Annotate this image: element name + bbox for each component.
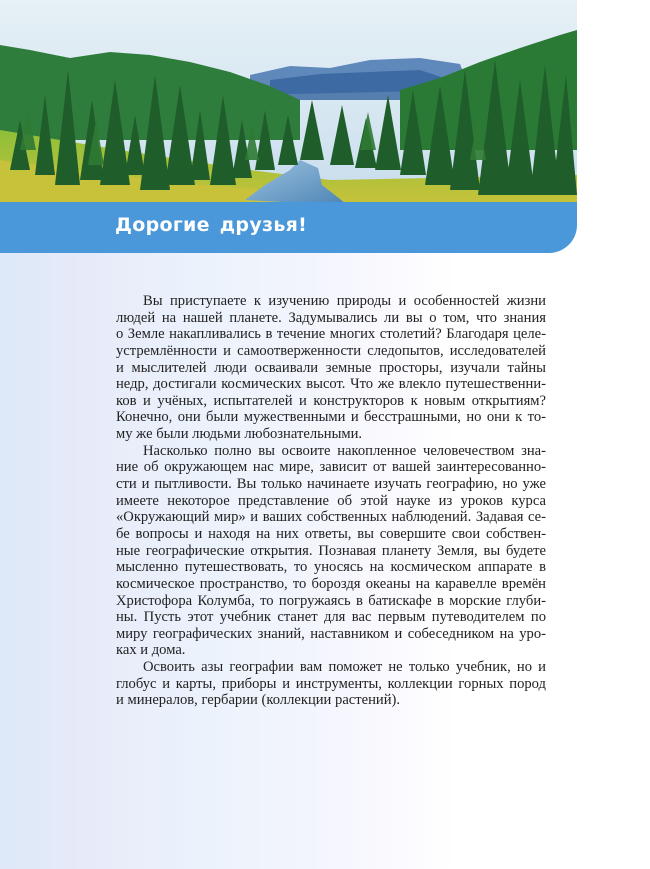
- forest-landscape-image: [0, 0, 577, 203]
- hero-photo: [0, 0, 577, 203]
- paragraph-3: [116, 659, 546, 709]
- text-line: о Земле накапливались в течение многих столетий? Благодаря целе-: [116, 326, 546, 343]
- text-line: мысленно путешествовать, то уносясь на космическом аппарате в: [116, 559, 546, 576]
- text-line: миру географических знаний, наставником и собеседником на уро-: [116, 625, 546, 642]
- text-line: устремлённости и самоотверженности следопытов, исследователей: [116, 342, 546, 359]
- text-line: недр, достигали космических высот. Что же влекло путешественни-: [116, 376, 546, 393]
- text-line: и мыслителей люди осваивали земные просторы, изучали тайны: [116, 359, 546, 376]
- text-line: Насколько полно вы освоите накопленное человечеством зна-: [143, 442, 546, 459]
- paragraph-1: [116, 293, 546, 443]
- text-line: му же были людьми любознательными.: [116, 426, 363, 443]
- text-line: «Окружающий мир» и ваших собственных наблюдений. Задавая се-: [116, 509, 546, 526]
- text-line: глобус и карты, приборы и инструменты, коллекции горных пород: [116, 675, 546, 692]
- text-line: ках и дома.: [116, 642, 186, 659]
- text-line: Освоить азы географии вам поможет не только учебник, но и: [143, 659, 546, 676]
- text-line: ны. Пусть этот учебник станет для вас первым путеводителем по: [116, 609, 546, 626]
- text-line: людей на нашей планете. Задумывались ли вы о том, что знания: [116, 309, 546, 326]
- text-line: ние об окружающем нас мире, зависит от вашей заинтересованно-: [116, 459, 546, 476]
- text-line: имеете некоторое представление об этой науке из уроков курса: [116, 492, 546, 509]
- text-line: ков и учёных, испытателей и конструкторов к новым открытиям?: [116, 392, 546, 409]
- title-banner: [0, 202, 577, 253]
- text-line: бе вопросы и находя на них ответы, вы совершите свои собствен-: [116, 525, 546, 542]
- page-title: Дорогие друзья!: [115, 214, 308, 236]
- text-line: сти и пытливости. Вы только начинаете изучать географию, но уже: [116, 476, 546, 493]
- text-line: Христофора Колумба, то погружаясь в батискафе в морские глуби-: [116, 592, 546, 609]
- text-line: космическое пространство, то бороздя океаны на каравелле времён: [116, 575, 546, 592]
- paragraph-2: [116, 443, 546, 659]
- text-line: Конечно, они были мужественными и бесстрашными, но они к то-: [116, 409, 546, 426]
- text-line: ные географические открытия. Познавая планету Земля, вы будете: [116, 542, 546, 559]
- text-line: Вы приступаете к изучению природы и особенностей жизни: [143, 293, 546, 309]
- intro-text: [116, 293, 546, 709]
- text-line: и минералов, гербарии (коллекции растений).: [116, 692, 401, 709]
